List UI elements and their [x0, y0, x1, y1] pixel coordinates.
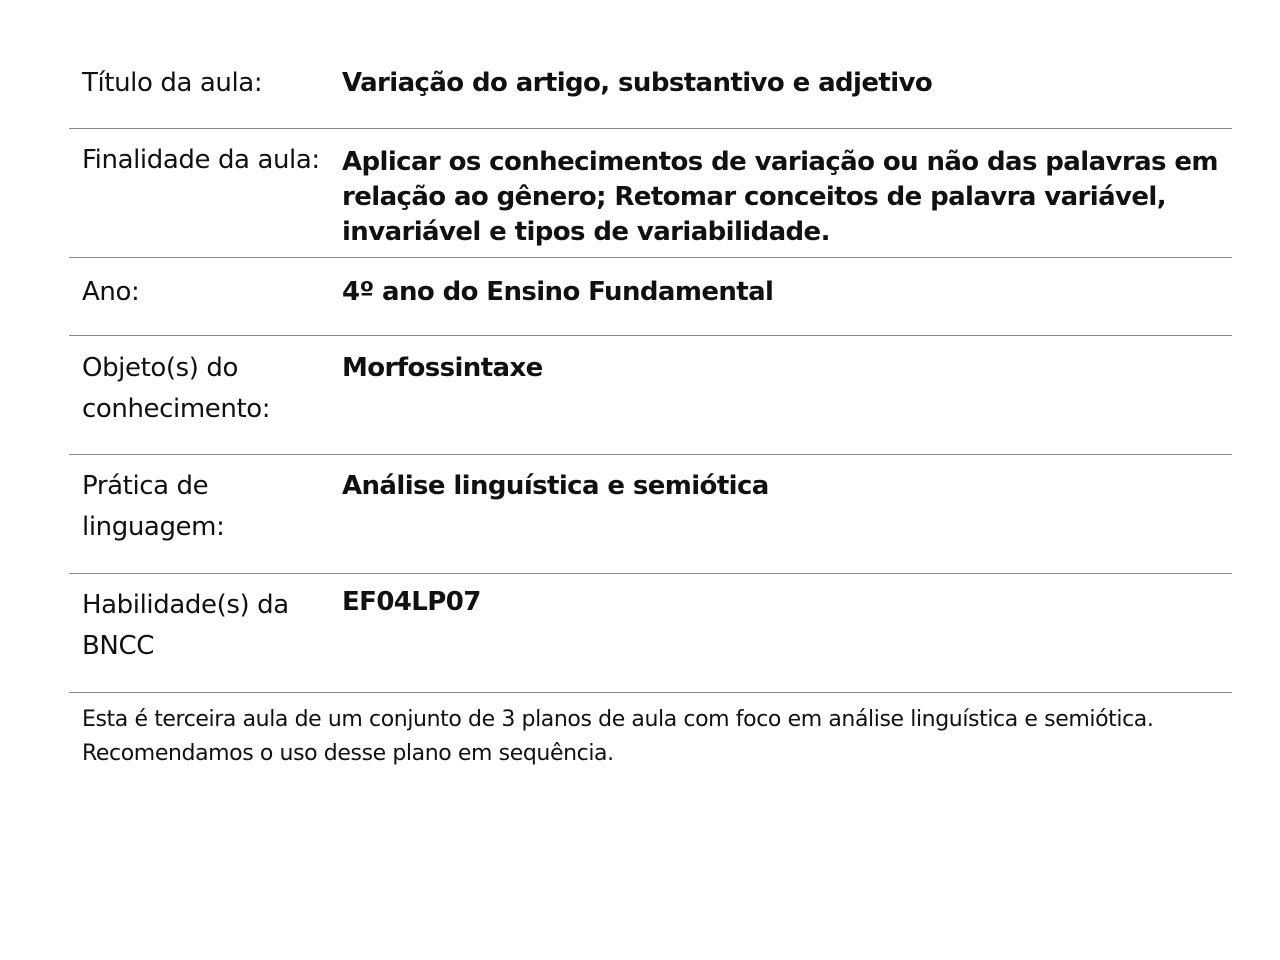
lesson-purpose-value: Aplicar os conhecimentos de variação ou não das palavras em relação ao gênero; Retomar conceitos de palavra variável, invariável e tipos de variabilidade. [342, 147, 1218, 247]
lesson-purpose-label: Finalidade da aula: [82, 145, 320, 175]
grade-value: 4º ano do Ensino Fundamental [342, 277, 774, 307]
sequence-note: Esta é terceira aula de um conjunto de 3 planos de aula com foco em análise linguística e semiótica. Recomendamos o uso desse plano em sequência. [82, 707, 1154, 766]
row-lesson-purpose [69, 129, 1232, 258]
language-practice-label: Prática de linguagem: [82, 471, 225, 542]
knowledge-object-value: Morfossintaxe [342, 353, 543, 383]
bncc-skill-label: Habilidade(s) da BNCC [82, 590, 289, 661]
lesson-title-value: Variação do artigo, substantivo e adjetivo [342, 68, 933, 98]
bncc-skill-value: EF04LP07 [342, 587, 481, 617]
row-bncc-skill [69, 574, 1232, 693]
lesson-title-label: Título da aula: [82, 68, 263, 98]
language-practice-value: Análise linguística e semiótica [342, 471, 769, 501]
row-language-practice [69, 455, 1232, 574]
knowledge-object-label: Objeto(s) do conhecimento: [82, 353, 271, 424]
lesson-plan-table [69, 46, 1232, 771]
row-grade [69, 258, 1232, 336]
row-lesson-title [69, 46, 1232, 129]
row-knowledge-object [69, 336, 1232, 455]
grade-label: Ano: [82, 277, 140, 307]
